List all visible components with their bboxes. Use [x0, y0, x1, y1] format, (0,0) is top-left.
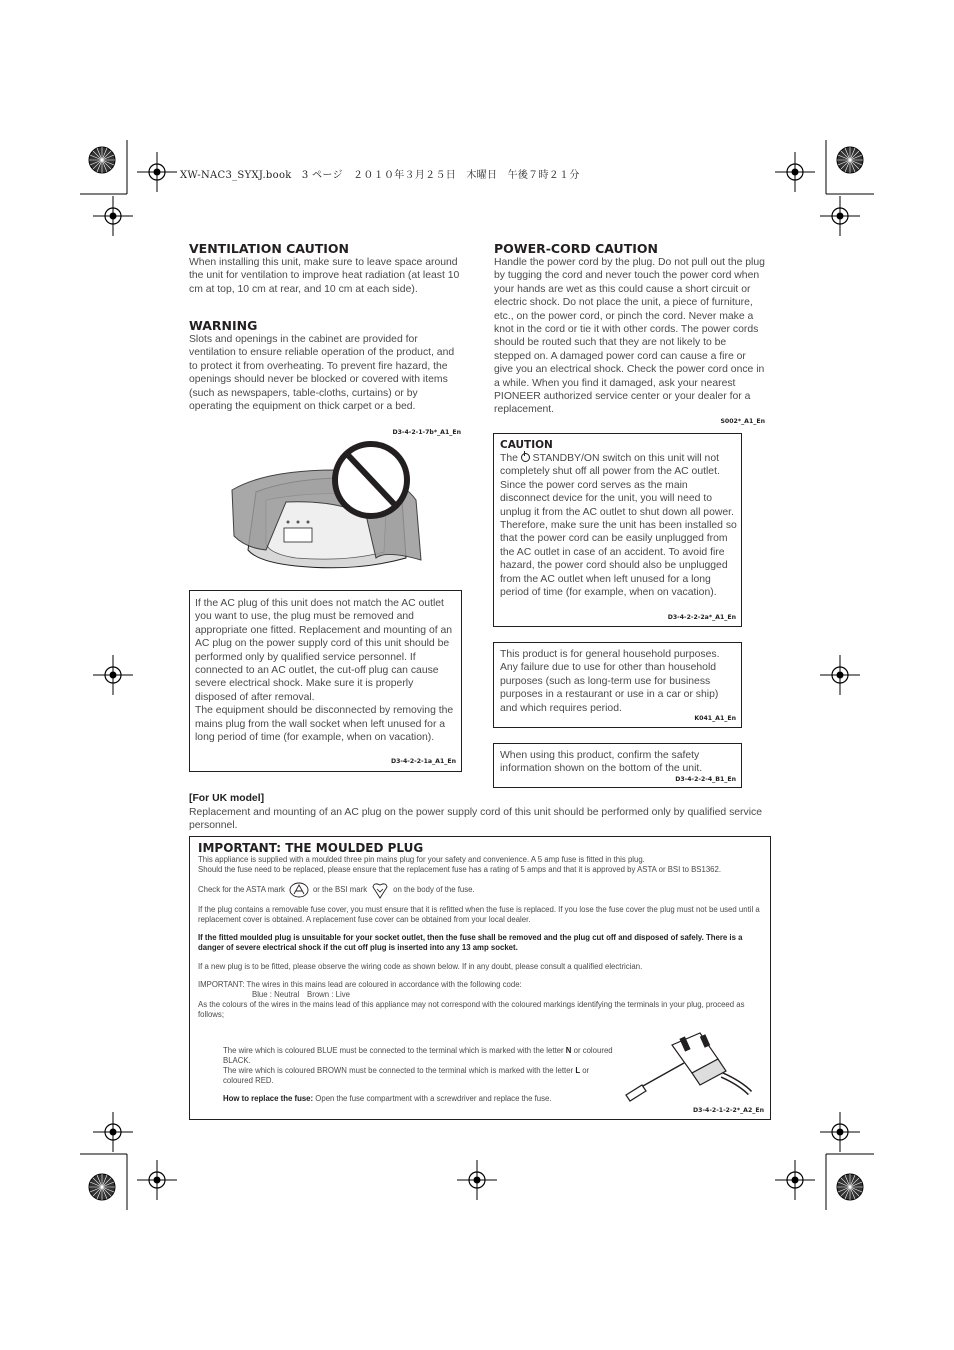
uk-model-body: Replacement and mounting of an AC plug on the power supply cord of this unit should be performed only by qualified service personnel. [189, 807, 762, 832]
bsi-kitemark-icon [371, 881, 389, 899]
caution-box [493, 433, 742, 627]
asta-mark-icon [289, 882, 309, 898]
ac-plug-paragraph-2: The equipment should be disconnected by removing the mains plug from the wall socket when left unused for a long period of time (for example, when on vacation). [195, 705, 454, 744]
ac-plug-body [195, 597, 457, 744]
moulded-p9: As the colours of the wires in the mains lead of this appliance may not correspond with the coloured markings identifying the terminals in your plug, proceed as follows; [198, 1000, 745, 1019]
wiring-instructions [223, 1046, 613, 1104]
caution-code: D3-4-2-2-2a*_A1_En [667, 614, 736, 621]
household-code: K041_A1_En [694, 715, 736, 722]
moulded-plug-text [198, 855, 766, 1020]
ac-plug-box [189, 590, 462, 772]
safety-box [493, 743, 742, 788]
warning-title: WARNING [189, 318, 258, 333]
moulded-p3c: on the body of the fuse. [393, 885, 475, 894]
ventilation-body: When installing this unit, make sure to leave space around the unit for ventilation to improve heat radiation (at least 10 cm at top, 10 cm at rear, and 10 cm at each side). [189, 257, 460, 295]
household-body: This product is for general household purposes. Any failure due to use for other than household purposes (such as long-term use for business purposes in a restaurant or use in a car or ship) and which requires period. [500, 649, 720, 714]
warning-code: D3-4-2-1-7b*_A1_En [392, 429, 461, 436]
uk-model-label: [For UK model] [189, 793, 265, 804]
blocked-ventilation-illustration [226, 440, 426, 580]
moulded-p3a: Check for the ASTA mark [198, 885, 285, 894]
power-cord-title: POWER-CORD CAUTION [494, 241, 658, 256]
ac-plug-paragraph-1: If the AC plug of this unit does not match the AC outlet you want to use, the plug must be removed and appropriate one fitted. Replacement and mounting of an AC plug on the power supply cord of this unit should be performed only by qualified service personnel. If connected to an AC outlet, the cut-off plug can cause severe electrical shock. Make sure it is properly disposed of after removal. [195, 598, 453, 703]
moulded-p4: If the plug contains a removable fuse cover, you must ensure that it is refitted when the fuse is replaced. If you lose the fuse cover the plug must not be used until a replacement cover is obtained. A replacement fuse cover can be obtained from your local dealer. [198, 905, 760, 924]
print-header: XW-NAC3_SYXJ.book 3 ページ ２０１０年３月２５日 木曜日 午後７時２１分 [180, 170, 580, 181]
moulded-p1: This appliance is supplied with a moulded three pin mains plug for your safety and convenience. A 5 amp fuse is fitted in this plug. [198, 855, 645, 864]
moulded-p7: IMPORTANT: The wires in this mains lead are coloured in accordance with the following code: [198, 980, 522, 989]
plug-screwdriver-illustration [622, 1029, 762, 1109]
moulded-plug-title: IMPORTANT: THE MOULDED PLUG [198, 841, 424, 855]
caution-title: CAUTION [500, 439, 553, 451]
caution-body: The STANDBY/ON switch on this unit will not completely shut off all power from the AC outlet. Since the power cord serves as the main disconnect device for the unit, you will need to unplug it from the AC outlet to shut down all power. Therefore, make sure the unit has been installed so that the power cord can be easily unplugged from the AC outlet in case of an accident. To avoid fire hazard, the power cord should also be unplugged from the AC outlet when left unused for a long period of time (for example, when on vacation). [500, 453, 737, 599]
household-box [493, 642, 742, 728]
moulded-p2: Should the fuse need to be replaced, please ensure that the replacement fuse has a rating of 5 amps and that it is approved by ASTA or BSI to BS1362. [198, 865, 722, 874]
fuse-mark-line [198, 881, 766, 899]
moulded-p3b: or the BSI mark [312, 885, 368, 894]
warning-body: Slots and openings in the cabinet are provided for ventilation to ensure reliable operation of the product, and to protect it from overheating. To prevent fire hazard, the openings should never be blocked or covered with items (such as newspapers, table-cloths, curtains) or by operating the equipment on thick carpet or a bed. [189, 334, 455, 413]
ac-plug-code: D3-4-2-2-1a_A1_En [390, 758, 456, 765]
power-icon [521, 453, 530, 462]
safety-body: When using this product, confirm the safety information shown on the bottom of the unit. [500, 750, 703, 775]
safety-code: D3-4-2-2-4_B1_En [675, 776, 736, 783]
wire-brown-instruction: The wire which is coloured BROWN must be connected to the terminal which is marked with the letter L or coloured RED. [223, 1066, 590, 1085]
power-cord-body: Handle the power cord by the plug. Do not pull out the plug by tugging the cord and never touch the power cord when your hands are wet as this could cause a short circuit or electric shock. Do not place the unit, a piece of furniture, etc., on the power cord, or pinch the cord. Never make a knot in the cord or tie it with other cords. The power cords should be routed such that they are not likely to be stepped on. A damaged power cord can cause a fire or give you an electrical shock. Check the power cord once in a while. When you find it damaged, ask your nearest PIONEER authorized service center or your dealer for a replacement. [494, 257, 765, 416]
moulded-plug-box [189, 836, 771, 1120]
moulded-p8: Blue : Neutral Brown : Live [252, 990, 350, 999]
moulded-p5: If the fitted moulded plug is unsuitable for your socket outlet, then the fuse shall be removed and the plug cut off and disposed of safely. There is a danger of severe electrical shock if the cut off plug is inserted into any 13 amp socket. [198, 933, 743, 952]
power-cord-code: S002*_A1_En [720, 418, 765, 425]
wire-blue-instruction: The wire which is coloured BLUE must be connected to the terminal which is marked with the letter N or coloured BLACK. [223, 1046, 613, 1065]
how-to-replace-fuse: How to replace the fuse: Open the fuse compartment with a screwdriver and replace the fuse. [223, 1094, 552, 1103]
moulded-plug-code: D3-4-2-1-2-2*_A2_En [693, 1107, 764, 1114]
moulded-p6: If a new plug is to be fitted, please observe the wiring code as shown below. If in any doubt, please consult a qualified electrician. [198, 962, 643, 971]
ventilation-title: VENTILATION CAUTION [189, 241, 350, 256]
